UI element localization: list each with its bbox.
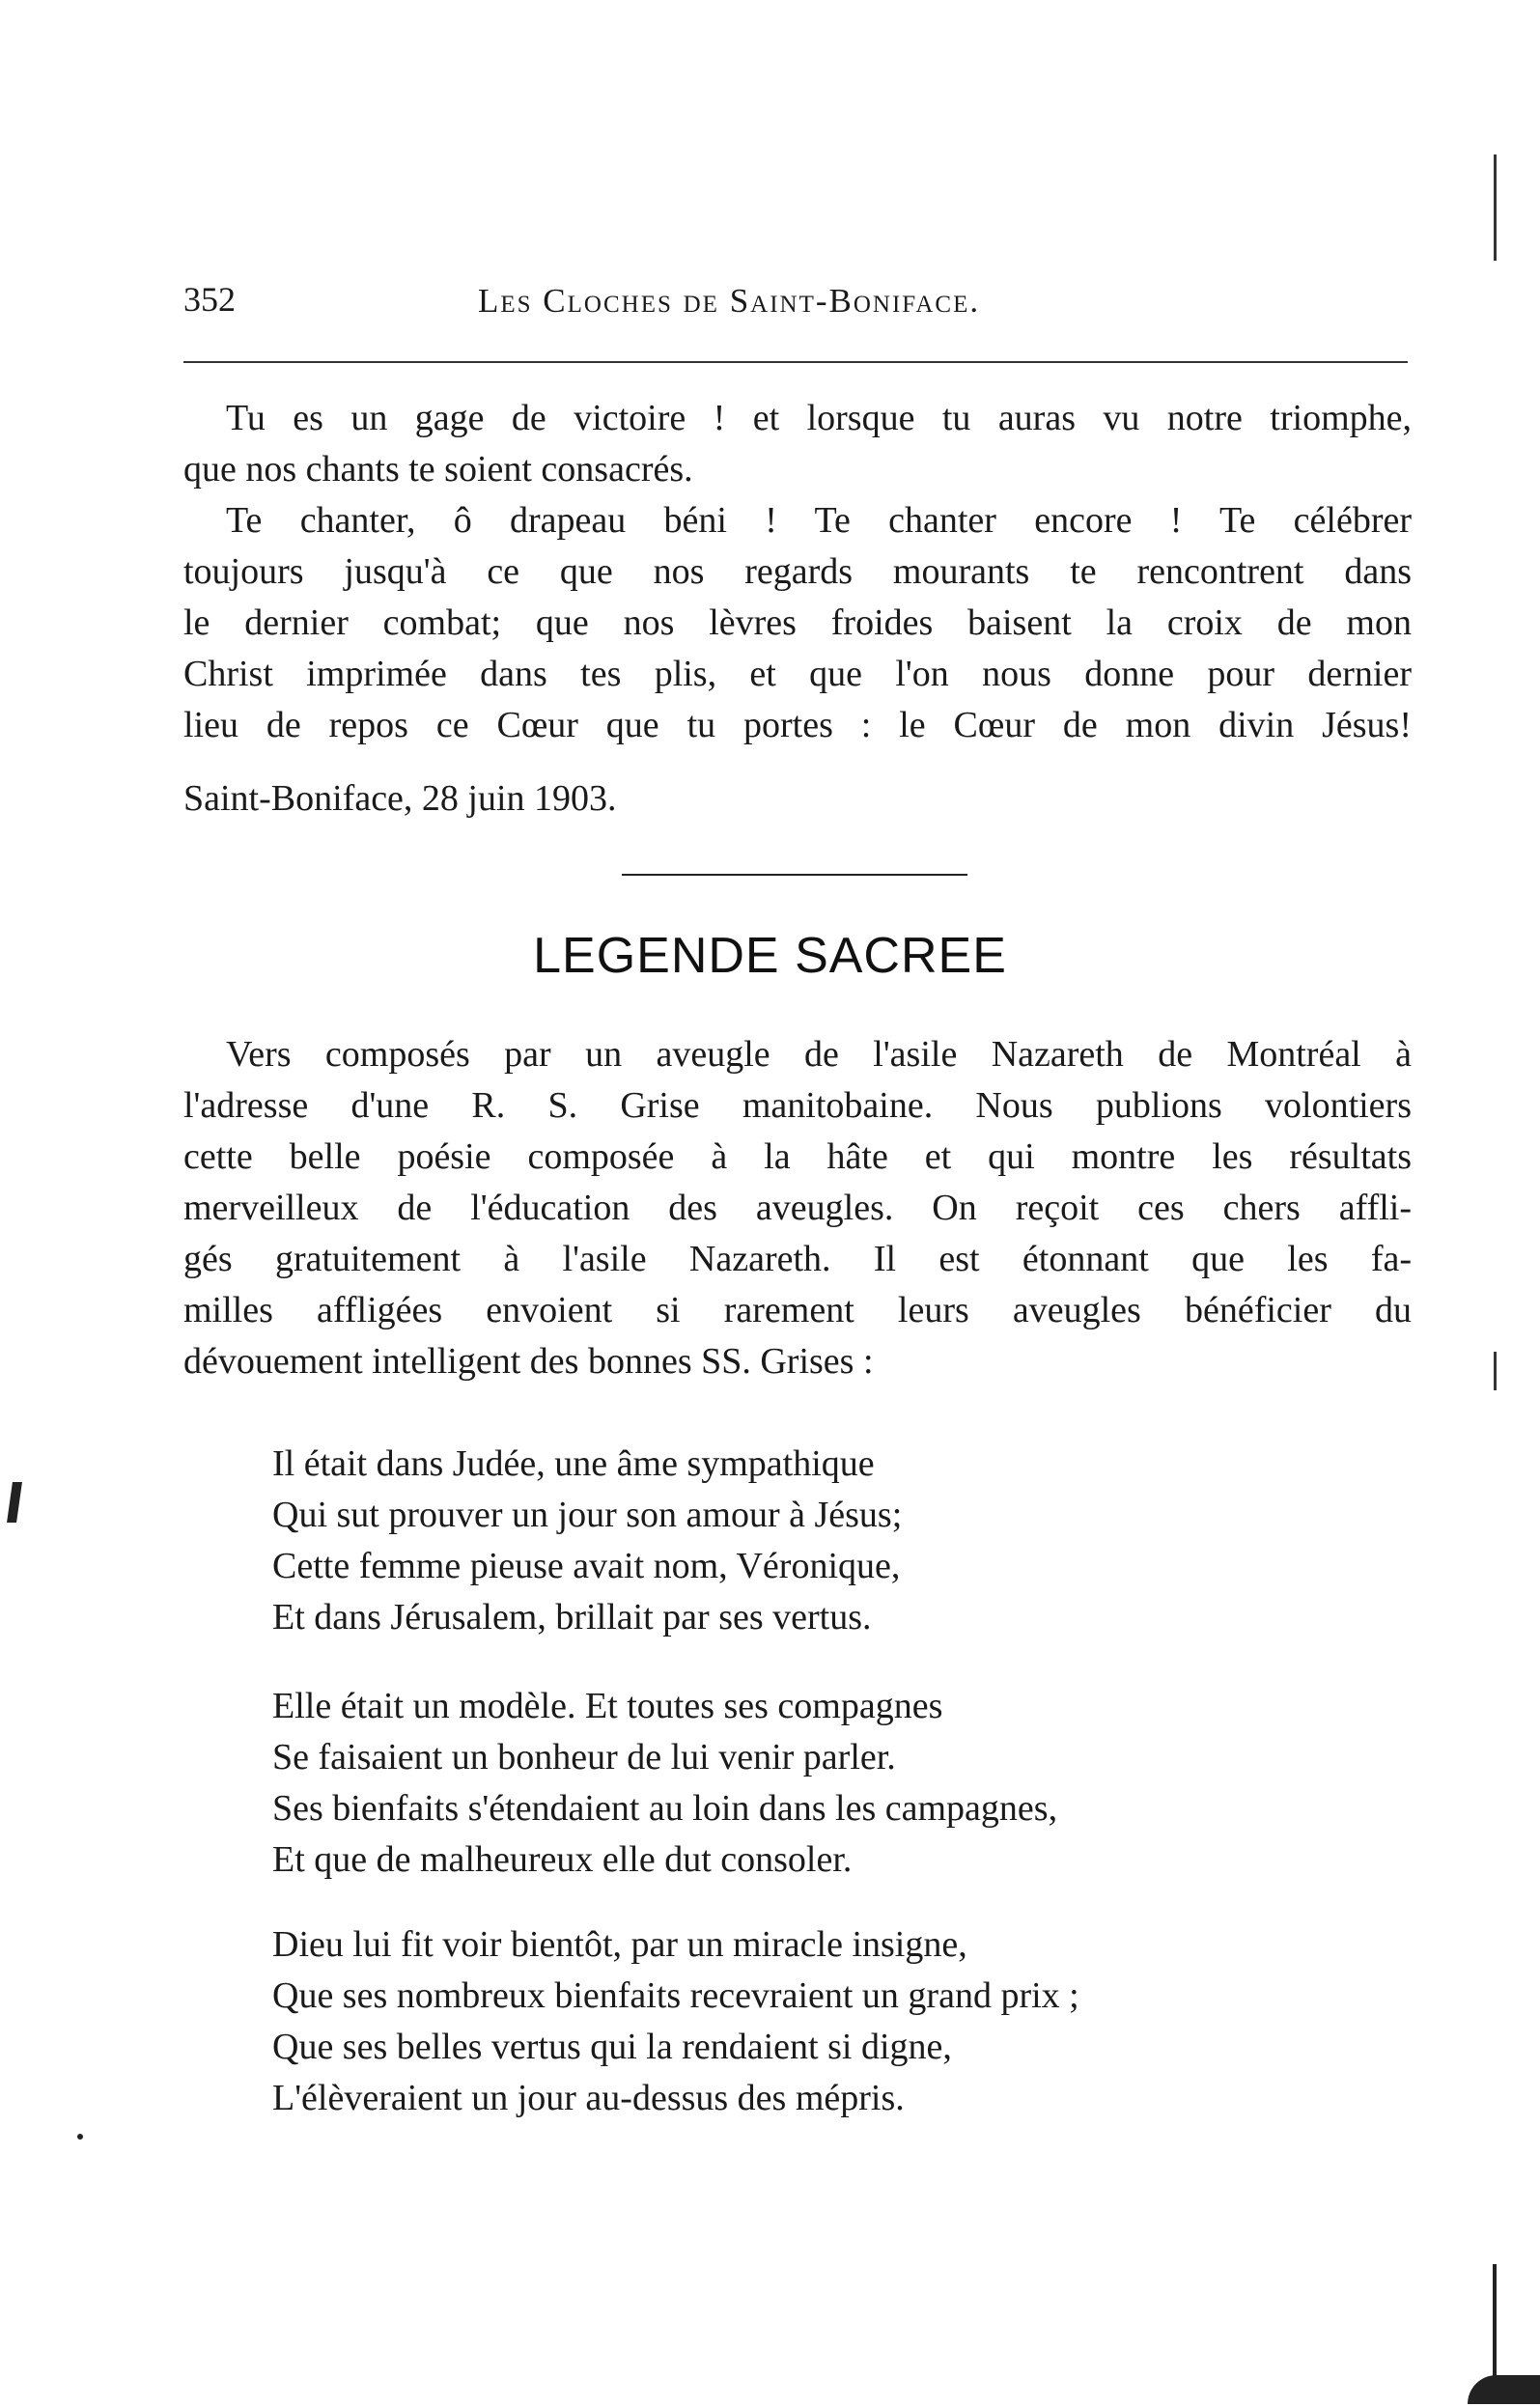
verse-line: Ses bienfaits s'étendaient au loin dans les campagnes, xyxy=(272,1788,1058,1829)
poem-stanza xyxy=(272,1439,902,1643)
verse-line: Il était dans Judée, une âme sympathique xyxy=(272,1443,875,1484)
verse-line: Et dans Jérusalem, brillait par ses vertus. xyxy=(272,1597,872,1637)
continuation-text xyxy=(183,393,1412,751)
text-line: cette belle poésie composée à la hâte et qui montre les résultats xyxy=(183,1136,1412,1177)
text-line: lieu de repos ce Cœur que tu portes : le Cœur de mon divin Jésus! xyxy=(183,705,1412,745)
text-line: le dernier combat; que nos lèvres froides baisent la croix de mon xyxy=(183,602,1412,643)
verse-line: L'élèveraient un jour au-dessus des mépris. xyxy=(272,2078,905,2118)
section-divider xyxy=(622,874,967,876)
text-line: que nos chants te soient consacrés. xyxy=(183,449,693,490)
text-line: Christ imprimée dans tes plis, et que l'on nous donne pour dernier xyxy=(183,654,1412,694)
margin-mark xyxy=(7,1482,22,1523)
text-line: dévouement intelligent des bonnes SS. Grises : xyxy=(183,1341,874,1382)
paragraph xyxy=(183,393,1412,495)
scan-corner-mark xyxy=(1468,2375,1540,2404)
text-line: gés gratuitement à l'asile Nazareth. Il est étonnant que les fa- xyxy=(183,1239,1412,1279)
verse-line: Que ses nombreux bienfaits recevraient un grand prix ; xyxy=(272,1975,1079,2016)
text-line: l'adresse d'une R. S. Grise manitobaine. Nous publions volontiers xyxy=(183,1085,1412,1126)
paragraph xyxy=(183,495,1412,751)
verse-line: Que ses belles vertus qui la rendaient si digne, xyxy=(272,2027,952,2067)
scan-edge-mark xyxy=(1494,154,1497,261)
text-line: Te chanter, ô drapeau béni ! Te chanter encore ! Te célébrer xyxy=(226,500,1412,541)
poem-stanza xyxy=(272,1919,1079,2124)
running-title: Les Cloches de Saint-Boniface. xyxy=(478,282,981,320)
dateline: Saint-Boniface, 28 juin 1903. xyxy=(183,778,617,819)
scan-speck xyxy=(77,2134,83,2140)
verse-line: Et que de malheureux elle dut consoler. xyxy=(272,1839,853,1880)
verse-line: Elle était un modèle. Et toutes ses compagnes xyxy=(272,1686,943,1726)
text-line: merveilleux de l'éducation des aveugles. On reçoit ces chers affli- xyxy=(183,1188,1412,1228)
poem-stanza xyxy=(272,1681,1057,1886)
verse-line: Dieu lui fit voir bientôt, par un miracle insigne, xyxy=(272,1924,967,1965)
page-number: 352 xyxy=(183,280,236,319)
text-line: Vers composés par un aveugle de l'asile Nazareth de Montréal à xyxy=(226,1034,1412,1075)
text-line: toujours jusqu'à ce que nos regards mourants te rencontrent dans xyxy=(183,551,1412,592)
intro-paragraph xyxy=(183,1029,1412,1387)
scan-edge-mark xyxy=(1494,1352,1497,1390)
text-line: milles affligées envoient si rarement leurs aveugles bénéficier du xyxy=(183,1290,1412,1330)
text-line: Tu es un gage de victoire ! et lorsque tu auras vu notre triomphe, xyxy=(226,398,1412,438)
verse-line: Qui sut prouver un jour son amour à Jésus; xyxy=(272,1495,903,1535)
section-title: LEGENDE SACREE xyxy=(533,928,1007,984)
verse-line: Cette femme pieuse avait nom, Véronique, xyxy=(272,1546,901,1586)
header-rule xyxy=(183,361,1408,363)
verse-line: Se faisaient un bonheur de lui venir parler. xyxy=(272,1737,896,1777)
